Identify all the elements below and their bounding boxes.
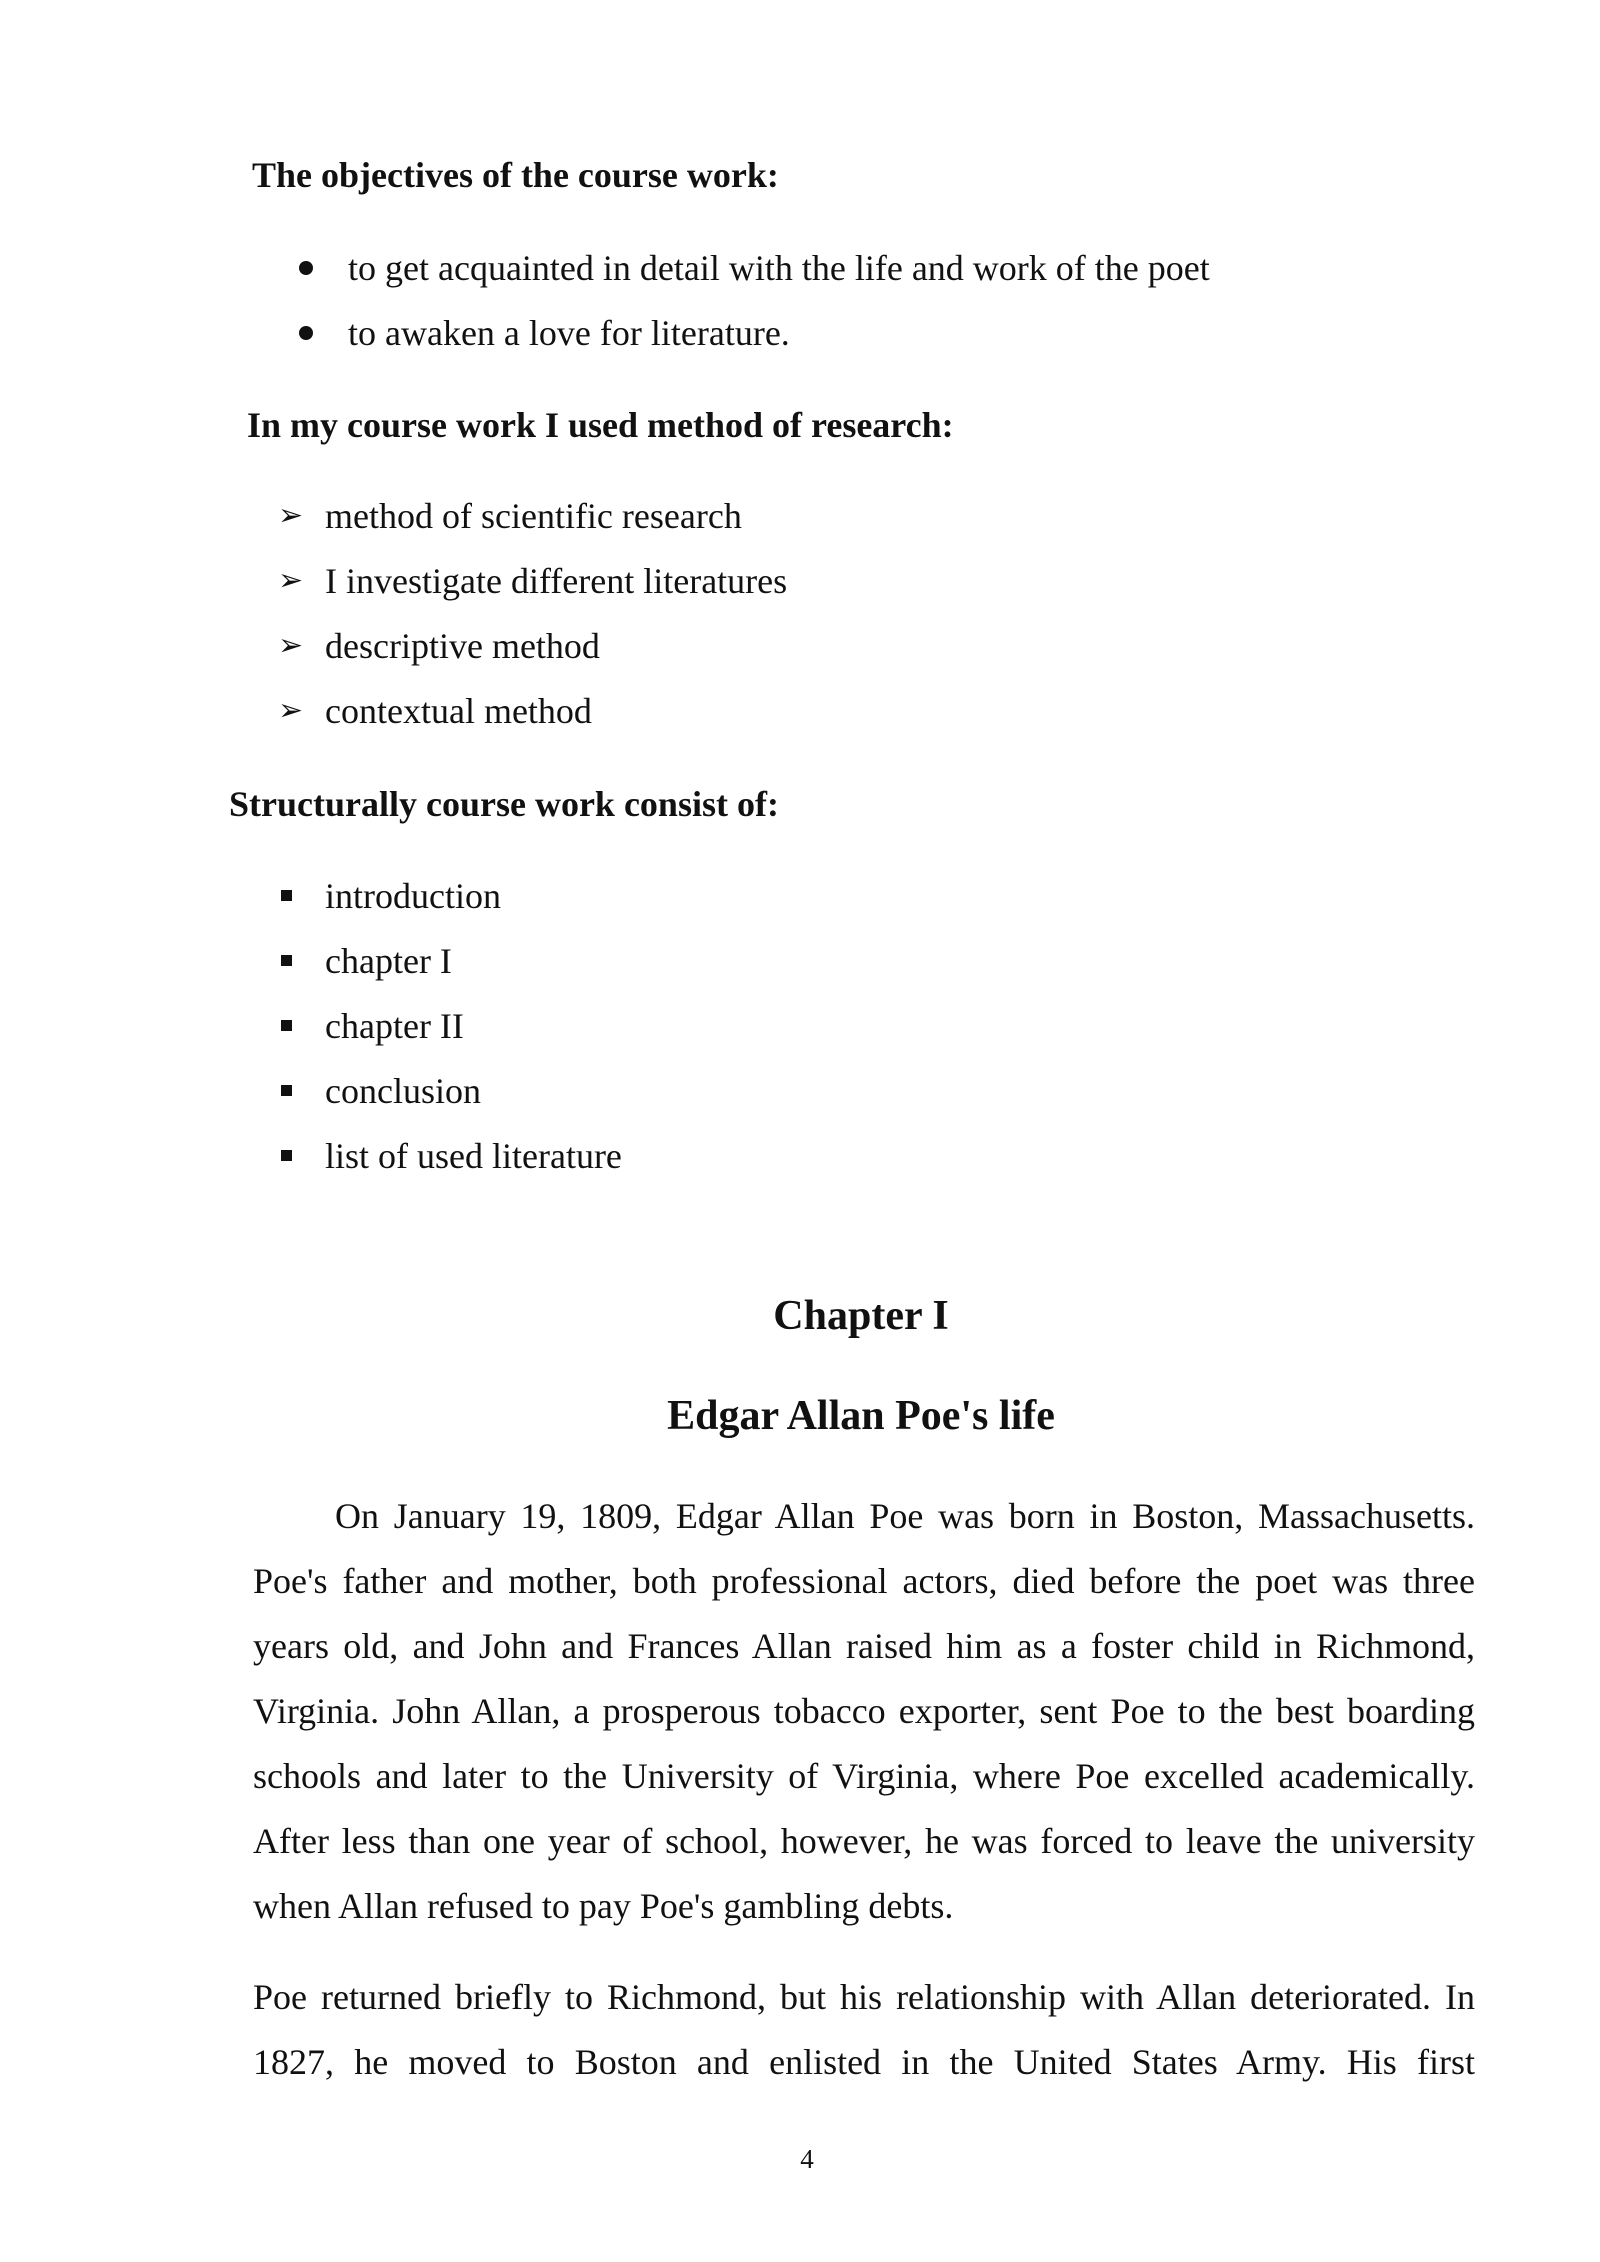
structure-item: list of used literature: [325, 1136, 622, 1176]
chapter-title: Edgar Allan Poe's life: [667, 1393, 1055, 1439]
objective-item: to get acquainted in detail with the life and work of the poet: [348, 248, 1210, 288]
objectives-heading: The objectives of the course work:: [252, 155, 779, 195]
method-item: contextual method: [325, 691, 592, 731]
structure-heading: Structurally course work consist of:: [229, 784, 779, 824]
arrow-bullet-icon: ➢: [278, 563, 304, 598]
bullet-dot-icon: [299, 326, 313, 340]
method-item: descriptive method: [325, 626, 600, 666]
structure-item: chapter II: [325, 1006, 464, 1046]
method-item: I investigate different literatures: [325, 561, 788, 601]
structure-item: chapter I: [325, 941, 452, 981]
square-bullet-icon: [281, 890, 292, 901]
methods-heading: In my course work I used method of research:: [247, 405, 954, 445]
objective-item: to awaken a love for literature.: [348, 313, 790, 353]
square-bullet-icon: [281, 955, 292, 966]
square-bullet-icon: [281, 1085, 292, 1096]
arrow-bullet-icon: ➢: [278, 498, 304, 533]
arrow-bullet-icon: ➢: [278, 628, 304, 663]
chapter-paragraph: On January 19, 1809, Edgar Allan Poe was born in Boston, Massachusetts. Poe's father and mother, both professional actors, died before the poet was three years old, and John and Frances Allan raised him as a foster child in Richmond, Virginia. John Allan, a prosperous tobacco exporter, sent Poe to the best boarding schools and later to the University of Virginia, where Poe excelled academically. After less than one year of school, however, he was forced to leave the university when Allan refused to pay Poe's gambling debts.: [253, 1496, 1475, 1926]
square-bullet-icon: [281, 1150, 292, 1161]
method-item: method of scientific research: [325, 496, 742, 536]
structure-item: introduction: [325, 876, 501, 916]
arrow-bullet-icon: ➢: [278, 693, 304, 728]
bullet-dot-icon: [299, 261, 313, 275]
chapter-paragraph: Poe returned briefly to Richmond, but his relationship with Allan deteriorated. In 1827, he moved to Boston and enlisted in the United States Army. His first: [253, 1977, 1475, 2082]
structure-item: conclusion: [325, 1071, 481, 1111]
square-bullet-icon: [281, 1020, 292, 1031]
page-number: 4: [800, 2144, 814, 2174]
chapter-number: Chapter I: [773, 1293, 949, 1339]
